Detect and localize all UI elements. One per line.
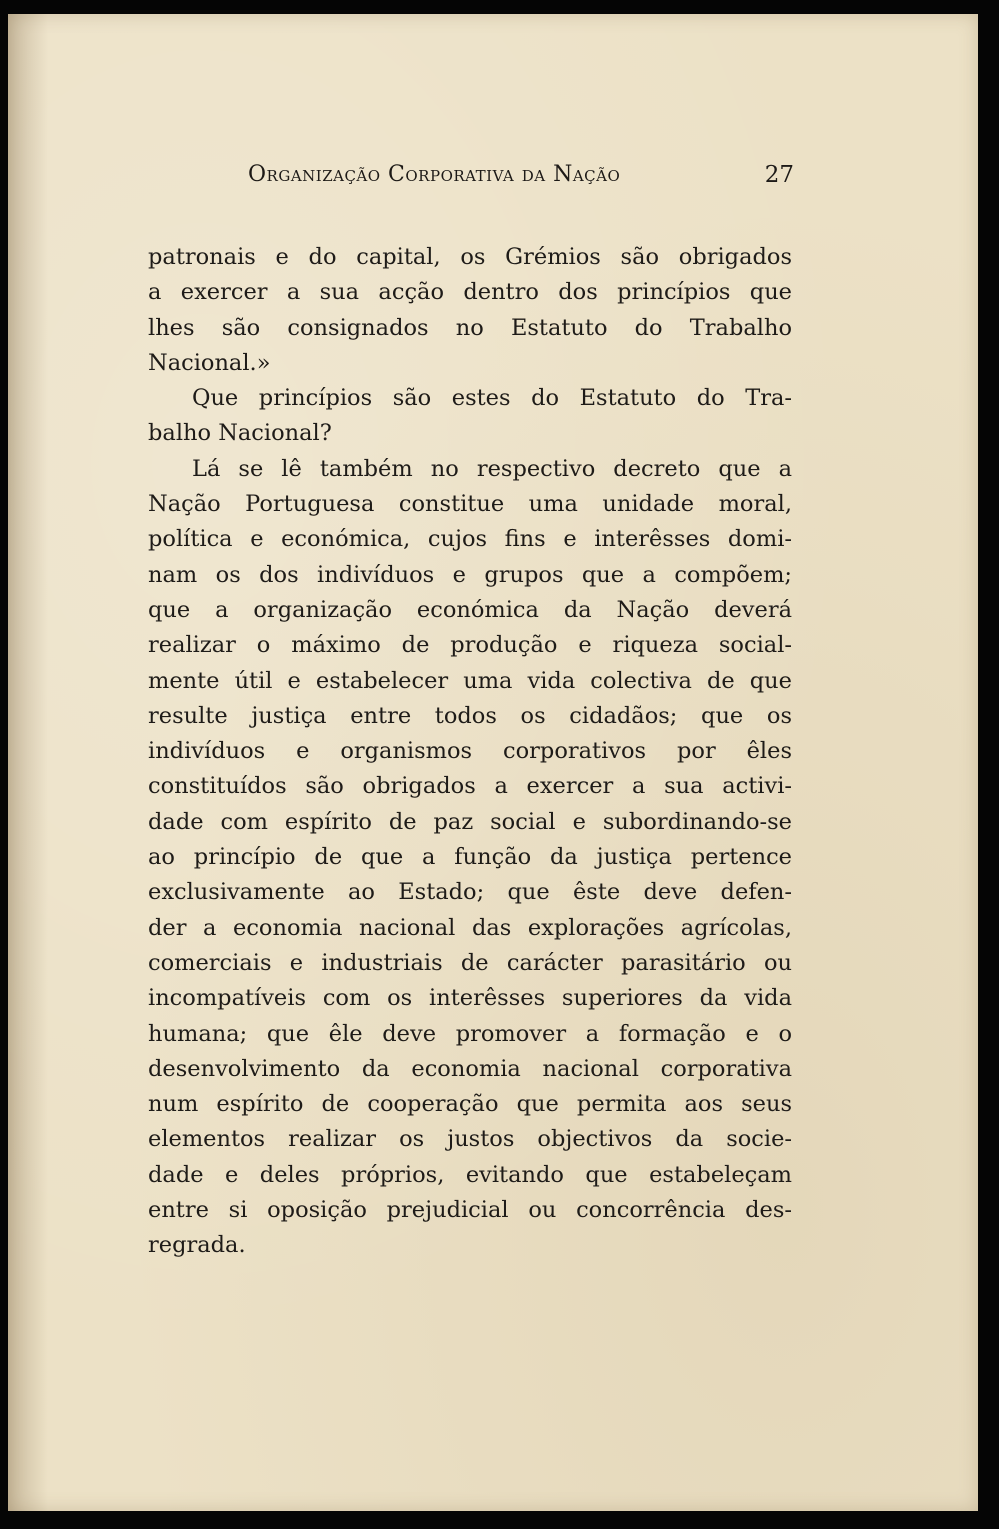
scan-frame-right <box>975 0 999 1529</box>
text-line: elementos realizar os justos objectivos da socie- <box>148 1126 792 1153</box>
text-line: balho Nacional? <box>148 420 332 447</box>
text-line: Nacional.» <box>148 349 271 376</box>
text-line: resulte justiça entre todos os cidadãos; que os <box>148 702 792 729</box>
page-number: 27 <box>764 162 794 188</box>
text-line: dade com espírito de paz social e subordinando-se <box>148 808 792 835</box>
text-line: entre si oposição prejudicial ou concorrência des- <box>148 1197 792 1224</box>
text-line: incompatíveis com os interêsses superiores da vida <box>148 985 792 1012</box>
text-line: dade e deles próprios, evitando que estabeleçam <box>148 1161 792 1188</box>
text-line: ao princípio de que a função da justiça pertence <box>148 844 792 871</box>
text-line: política e económica, cujos fins e interêsses domi- <box>148 526 792 553</box>
text-line: Nação Portuguesa constitue uma unidade moral, <box>148 491 792 518</box>
text-line: der a economia nacional das explorações agrícolas, <box>148 914 792 941</box>
text-line: Que princípios são estes do Estatuto do Tra- <box>192 385 792 412</box>
text-line: constituídos são obrigados a exercer a sua activi- <box>148 773 792 800</box>
text-line: que a organização económica da Nação deverá <box>148 596 792 623</box>
body-text <box>148 240 792 1264</box>
text-line: mente útil e estabelecer uma vida colectiva de que <box>148 667 792 694</box>
text-line: realizar o máximo de produção e riqueza social- <box>148 632 792 659</box>
gutter-shadow <box>8 14 48 1511</box>
text-line: a exercer a sua acção dentro dos princípios que <box>148 279 792 306</box>
text-line: exclusivamente ao Estado; que êste deve defen- <box>148 879 792 906</box>
running-header <box>248 162 794 192</box>
text-line: comerciais e industriais de carácter parasitário ou <box>148 949 792 976</box>
text-line: indivíduos e organismos corporativos por êles <box>148 738 792 765</box>
scan-frame-bottom <box>0 1509 999 1529</box>
scan-frame-left <box>0 0 8 1529</box>
text-line: Lá se lê também no respectivo decreto que a <box>192 455 792 482</box>
text-line: nam os dos indivíduos e grupos que a compõem; <box>148 561 792 588</box>
running-title: Organização Corporativa da Nação <box>248 162 621 187</box>
text-line: lhes são consignados no Estatuto do Trabalho <box>148 314 792 341</box>
text-line: patronais e do capital, os Grémios são obrigados <box>148 244 792 270</box>
text-line: desenvolvimento da economia nacional corporativa <box>148 1055 792 1082</box>
text-line: num espírito de cooperação que permita aos seus <box>148 1091 792 1118</box>
text-line: regrada. <box>148 1232 246 1259</box>
text-line: humana; que êle deve promover a formação e o <box>148 1020 792 1047</box>
